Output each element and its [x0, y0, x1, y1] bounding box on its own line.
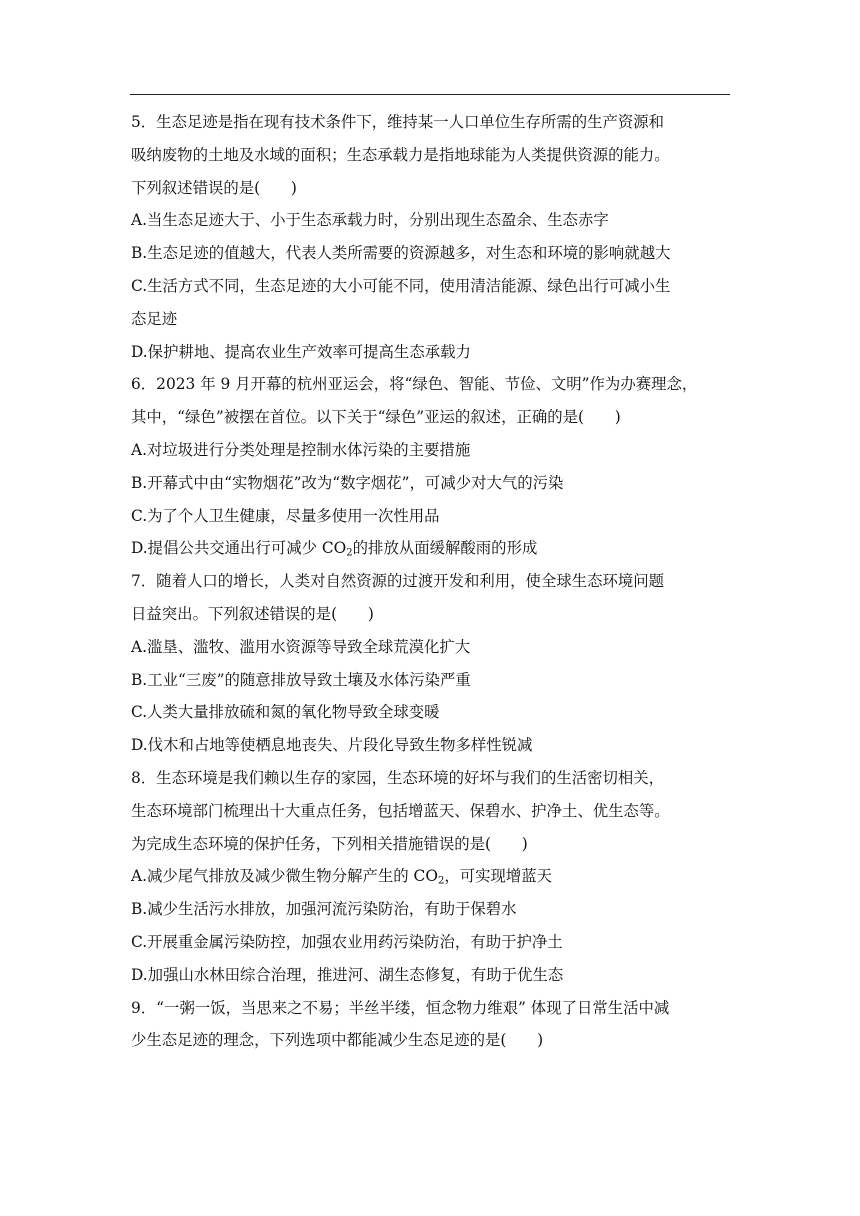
option-a: A.当生态足迹大于、小于生态承载力时，分别出现生态盈余、生态赤字: [131, 211, 609, 230]
question-8: [131, 762, 731, 992]
option-c: C.为了个人卫生健康，尽量多使用一次性用品: [131, 506, 440, 525]
option-c: C.人类大量排放硫和氮的氧化物导致全球变暖: [131, 703, 440, 722]
option-b: B.工业“三废”的随意排放导致土壤及水体污染严重: [131, 670, 471, 689]
question-5: [131, 106, 731, 368]
option-b: B.开幕式中由“实物烟花”改为“数字烟花”，可减少对大气的污染: [131, 473, 564, 492]
question-stem-line: 8．生态环境是我们赖以生存的家园，生态环境的好坏与我们的生活密切相关，: [131, 768, 665, 787]
option-d: D.保护耕地、提高农业生产效率可提高生态承载力: [131, 342, 471, 361]
question-stem-line: 6．2023 年 9 月开幕的杭州亚运会，将“绿色、智能、节俭、文明”作为办赛理念，: [131, 375, 698, 394]
option-a: A.减少尾气排放及减少微生物分解产生的 $CO_2$，可实现增蓝天: [131, 867, 553, 887]
question-stem-line: 下列叙述错误的是( ): [131, 178, 297, 197]
question-list: [131, 106, 731, 1057]
question-9: [131, 992, 731, 1058]
question-7: [131, 565, 731, 762]
question-stem-line: 吸纳废物的土地及水域的面积；生态承载力是指地球能为人类提供资源的能力。: [131, 145, 670, 164]
question-stem-line: 日益突出。下列叙述错误的是( ): [131, 604, 374, 623]
option-d: D.伐木和占地等使栖息地丧失、片段化导致生物多样性锐减: [131, 736, 533, 755]
question-6: [131, 368, 731, 565]
option-a: A.对垃圾进行分类处理是控制水体污染的主要措施: [131, 440, 471, 459]
header-rule: [130, 94, 730, 95]
option-c-continued: 态足迹: [131, 309, 178, 328]
question-stem-line: 为完成生态环境的保护任务，下列相关措施错误的是( ): [131, 834, 528, 853]
question-stem-line: 其中，“绿色”被摆在首位。以下关于“绿色”亚运的叙述，正确的是( ): [131, 408, 621, 427]
option-d: D.加强山水林田综合治理，推进河、湖生态修复，有助于优生态: [131, 965, 564, 984]
option-a: A.滥垦、滥牧、滥用水资源等导致全球荒漠化扩大: [131, 637, 471, 656]
option-c: C.生活方式不同，生态足迹的大小可能不同，使用清洁能源、绿色出行可减小生: [131, 276, 671, 295]
question-stem-line: 少生态足迹的理念，下列选项中都能减少生态足迹的是( ): [131, 1031, 544, 1050]
option-b: B.生态足迹的值越大，代表人类所需要的资源越多，对生态和环境的影响就越大: [131, 244, 671, 263]
option-b: B.减少生活污水排放，加强河流污染防治，有助于保碧水: [131, 900, 517, 919]
question-stem-line: 7．随着人口的增长，人类对自然资源的过渡开发和利用，使全球生态环境问题: [131, 572, 665, 591]
option-c: C.开展重金属污染防控，加强农业用药污染防治，有助于护净土: [131, 932, 563, 951]
question-stem-line: 9．“一粥一饭，当思来之不易；半丝半缕，恒念物力维艰” 体现了日常生活中减: [131, 998, 670, 1017]
option-d: D.提倡公共交通出行可减少 $CO_2$的排放从面缓解酸雨的形成: [131, 539, 538, 559]
question-stem-line: 5．生态足迹是指在现有技术条件下，维持某一人口单位生存所需的生产资源和: [131, 113, 665, 131]
question-stem-line: 生态环境部门梳理出十大重点任务，包括增蓝天、保碧水、护净土、优生态等。: [131, 801, 670, 820]
